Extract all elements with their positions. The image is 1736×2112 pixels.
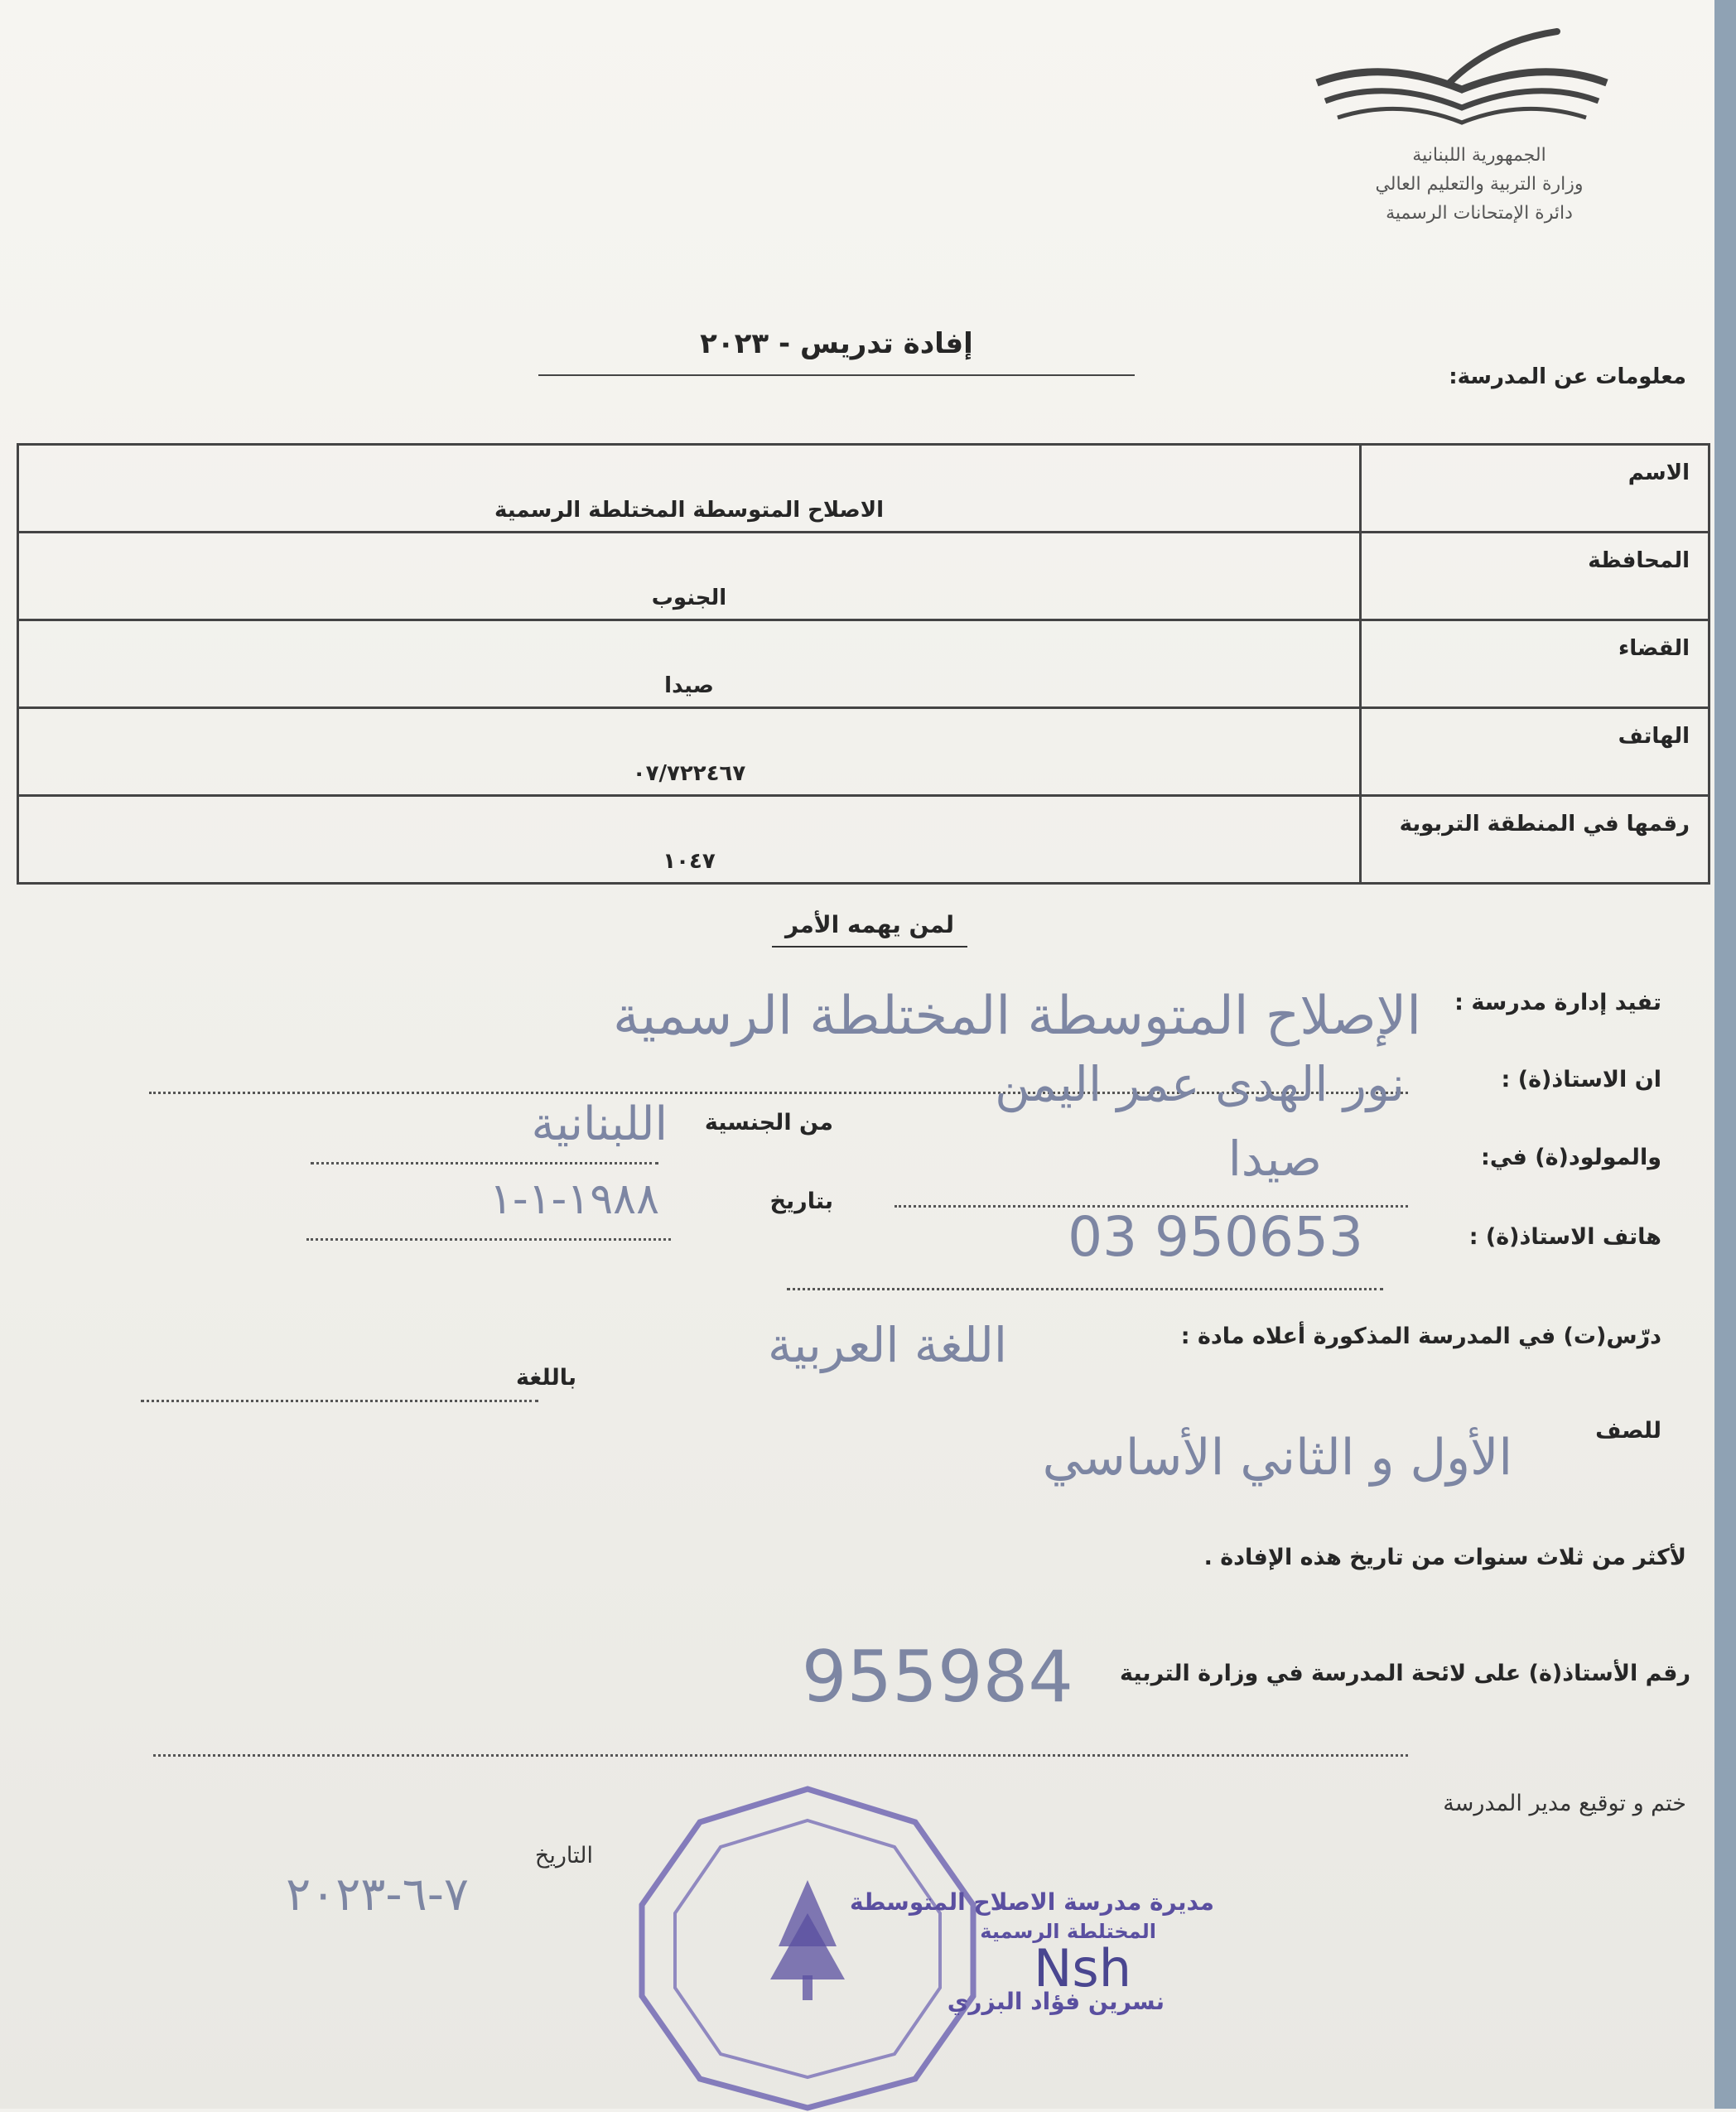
director-name: نسرين فؤاد البزري <box>947 1988 1165 2015</box>
subject-handwritten: اللغة العربية <box>767 1317 1007 1373</box>
registry-number-handwritten: 955984 <box>801 1636 1073 1719</box>
teacher-name-handwritten: نور الهدى عمر اليمن <box>995 1056 1405 1112</box>
birthplace-handwritten: صيدا <box>1227 1131 1322 1187</box>
school-info-heading: معلومات عن المدرسة: <box>1449 364 1686 389</box>
table-row <box>18 796 1709 884</box>
school-admin-label: تفيد إدارة مدرسة : <box>1454 990 1661 1015</box>
birthdate-handwritten: ١٩٨٨-١-١ <box>489 1174 659 1224</box>
row-label: الهاتف <box>1361 708 1709 796</box>
teacher-label: ان الاستاذ(ة) : <box>1501 1067 1661 1092</box>
header-department: دائرة الإمتحانات الرسمية <box>1386 203 1573 224</box>
row-value: الجنوب <box>18 533 1361 620</box>
director-subtitle: المختلطة الرسمية <box>980 1920 1156 1943</box>
document-title: إفادة تدريس - ٢٠٢٣ <box>700 327 973 360</box>
nationality-label: من الجنسية <box>704 1110 833 1136</box>
taught-subject-label: درّس(ت) في المدرسة المذكورة أعلاه مادة : <box>1180 1324 1661 1349</box>
stamp-signature-label: ختم و توقيع مدير المدرسة <box>1443 1791 1686 1816</box>
table-row <box>18 620 1709 708</box>
date-handwritten: ٧-٦-٢٠٢٣ <box>286 1868 469 1922</box>
teacher-phone-label: هاتف الاستاذ(ة) : <box>1468 1224 1661 1250</box>
header-ministry: وزارة التربية والتعليم العالي <box>1375 174 1584 195</box>
to-whom-heading: لمن يهمه الأمر <box>785 911 954 938</box>
date-label: التاريخ <box>534 1843 593 1868</box>
row-value: ١٠٤٧ <box>18 796 1361 884</box>
registry-number-label: رقم الأستاذ(ة) على لائحة المدرسة في وزارة التربية <box>1120 1661 1690 1686</box>
table-row <box>18 445 1709 533</box>
birthplace-label: والمولود(ة) في: <box>1481 1145 1661 1170</box>
dotted-line <box>311 1162 658 1164</box>
dotted-line <box>141 1400 538 1402</box>
nationality-handwritten: اللبنانية <box>531 1097 668 1151</box>
row-value: ٠٧/٧٢٢٤٦٧ <box>18 708 1361 796</box>
dotted-line <box>306 1238 671 1241</box>
birthdate-label: بتاريخ <box>769 1189 833 1214</box>
duration-statement: لأكثر من ثلاث سنوات من تاريخ هذه الإفادة . <box>1203 1545 1686 1570</box>
official-school-stamp <box>629 1781 986 2112</box>
school-info-table <box>17 443 1710 885</box>
dotted-line <box>787 1288 1383 1290</box>
table-row <box>18 533 1709 620</box>
row-value: الاصلاح المتوسطة المختلطة الرسمية <box>18 445 1361 533</box>
row-label: رقمها في المنطقة التربوية <box>1361 796 1709 884</box>
row-label: المحافظة <box>1361 533 1709 620</box>
language-label: باللغة <box>515 1365 576 1391</box>
table-row <box>18 708 1709 796</box>
book-pen-logo <box>1309 25 1615 133</box>
row-value: صيدا <box>18 620 1361 708</box>
school-name-handwritten: الإصلاح المتوسطة المختلطة الرسمية <box>613 986 1421 1047</box>
header-republic: الجمهورية اللبنانية <box>1412 145 1546 166</box>
row-label: الاسم <box>1361 445 1709 533</box>
to-whom-underline <box>772 946 967 948</box>
director-signature: Nsh <box>1034 1938 1131 1999</box>
director-title: مديرة مدرسة الاصلاح المتوسطة <box>850 1888 1214 1916</box>
dotted-line <box>153 1754 1408 1757</box>
title-underline <box>538 374 1135 376</box>
class-label: للصف <box>1595 1418 1661 1444</box>
page-edge <box>1714 0 1736 2109</box>
teacher-phone-handwritten: 03 950653 <box>1068 1205 1363 1269</box>
row-label: القضاء <box>1361 620 1709 708</box>
class-handwritten: الأول و الثاني الأساسي <box>1042 1429 1512 1487</box>
